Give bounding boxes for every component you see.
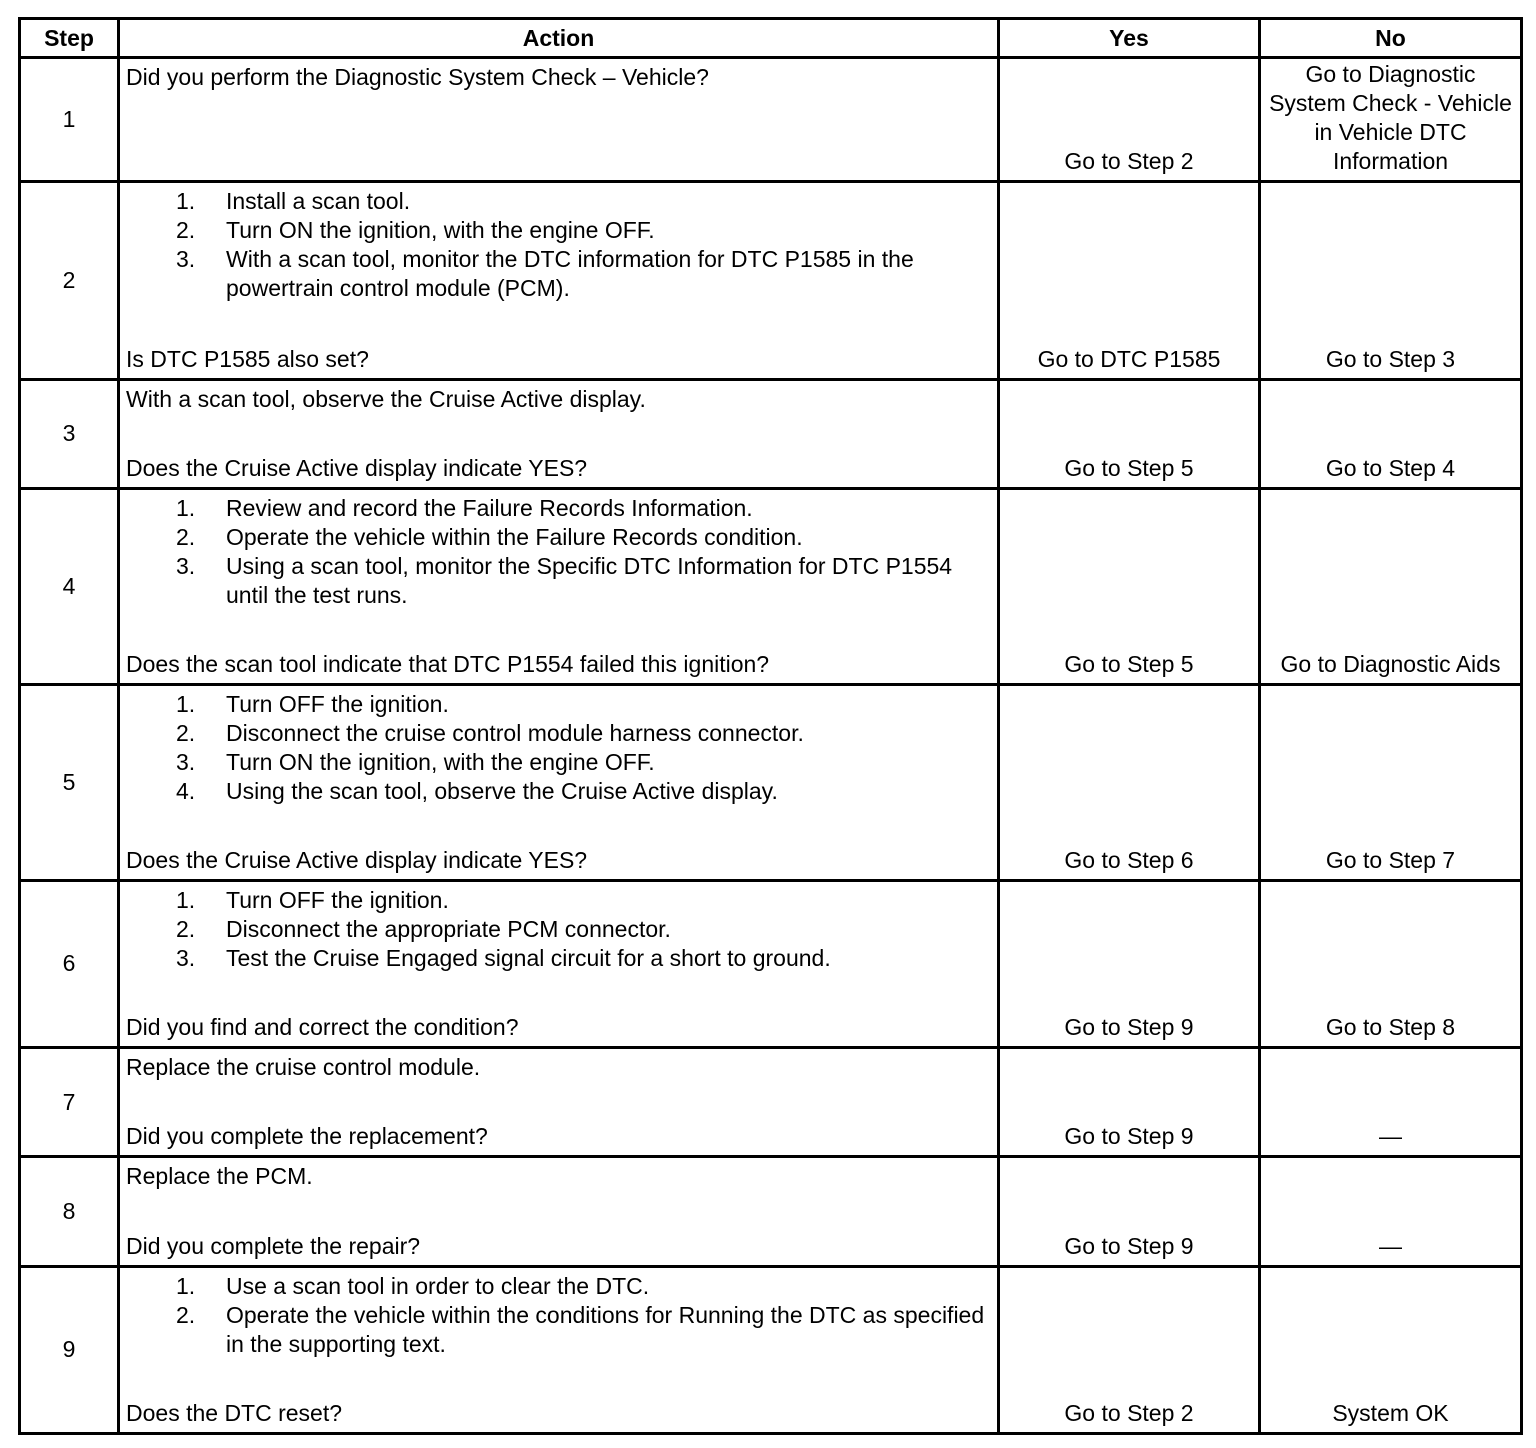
no-cell: Go to Diagnostic Aids: [1260, 488, 1522, 684]
step-number: 8: [20, 1157, 119, 1266]
table-row: [20, 685, 1522, 880]
list-item: 1. Use a scan tool in order to clear the DTC.: [176, 1272, 650, 1299]
action-question: Does the Cruise Active display indicate YES?: [126, 454, 588, 481]
header-action: Action: [119, 19, 999, 58]
yes-cell: Go to Step 5: [999, 379, 1260, 488]
action-cell: [119, 182, 999, 379]
action-intro: Replace the cruise control module.: [126, 1054, 481, 1081]
action-cell: [119, 1266, 999, 1433]
no-cell: Go to Step 7: [1260, 685, 1522, 880]
action-question: Does the DTC reset?: [126, 1400, 343, 1426]
action-steps: [126, 187, 991, 303]
table-row: [20, 58, 1522, 182]
step-number: 4: [20, 488, 119, 684]
action-cell: [119, 488, 999, 684]
table-row: [20, 488, 1522, 684]
yes-cell: Go to Step 2: [999, 58, 1260, 182]
yes-cell: Go to Step 2: [999, 1266, 1260, 1433]
action-question: Does the scan tool indicate that DTC P1554 failed this ignition?: [126, 651, 770, 678]
step-number: 6: [20, 880, 119, 1047]
table-row: [20, 1048, 1522, 1157]
action-steps: [126, 494, 991, 610]
table-row: [20, 880, 1522, 1047]
table-row: [20, 182, 1522, 379]
step-number: 1: [20, 58, 119, 182]
list-item: 2. Operate the vehicle within the conditions for Running the DTC as specified in the supporting text.: [176, 1301, 985, 1357]
action-question: Did you find and correct the condition?: [126, 1014, 519, 1041]
table-row: [20, 379, 1522, 488]
no-cell: Go to Diagnostic System Check - Vehicle in Vehicle DTC Information: [1260, 58, 1522, 182]
yes-cell: Go to Step 9: [999, 1157, 1260, 1266]
action-cell: [119, 880, 999, 1047]
action-intro: Replace the PCM.: [126, 1163, 313, 1190]
list-item: 1. Turn OFF the ignition.: [176, 886, 449, 913]
list-item: 2. Operate the vehicle within the Failure Records condition.: [176, 523, 803, 550]
step-number: 9: [20, 1266, 119, 1433]
list-item: 1. Turn OFF the ignition.: [176, 691, 449, 718]
yes-cell: Go to Step 6: [999, 685, 1260, 880]
yes-cell: Go to Step 5: [999, 488, 1260, 684]
list-item: 2. Turn ON the ignition, with the engine OFF.: [176, 217, 655, 244]
action-question: Did you perform the Diagnostic System Check – Vehicle?: [126, 64, 709, 90]
action-question: Is DTC P1585 also set?: [126, 345, 369, 372]
no-cell: Go to Step 8: [1260, 880, 1522, 1047]
no-cell: System OK: [1260, 1266, 1522, 1433]
yes-cell: Go to Step 9: [999, 880, 1260, 1047]
action-intro: With a scan tool, observe the Cruise Active display.: [126, 385, 646, 412]
action-cell: [119, 58, 999, 182]
diagnostic-table: [18, 17, 1523, 1435]
yes-cell: Go to Step 9: [999, 1048, 1260, 1157]
header-no: No: [1260, 19, 1522, 58]
no-cell: Go to Step 4: [1260, 379, 1522, 488]
header-yes: Yes: [999, 19, 1260, 58]
list-item: 2. Disconnect the cruise control module harness connector.: [176, 720, 804, 747]
yes-cell: Go to DTC P1585: [999, 182, 1260, 379]
action-steps: [126, 886, 991, 973]
action-cell: [119, 1157, 999, 1266]
step-number: 5: [20, 685, 119, 880]
action-steps: [126, 1272, 991, 1359]
action-question: Does the Cruise Active display indicate YES?: [126, 846, 588, 873]
list-item: 1. Review and record the Failure Records Information.: [176, 494, 753, 521]
step-number: 2: [20, 182, 119, 379]
step-number: 3: [20, 379, 119, 488]
no-cell: —: [1260, 1157, 1522, 1266]
action-question: Did you complete the replacement?: [126, 1123, 488, 1150]
list-item: 3. Using a scan tool, monitor the Specific DTC Information for DTC P1554 until the test runs.: [176, 552, 953, 608]
no-cell: —: [1260, 1048, 1522, 1157]
no-cell: Go to Step 3: [1260, 182, 1522, 379]
table-row: [20, 1157, 1522, 1266]
list-item: 3. Test the Cruise Engaged signal circuit for a short to ground.: [176, 944, 831, 971]
action-cell: [119, 685, 999, 880]
header-step: Step: [20, 19, 119, 58]
list-item: 3. Turn ON the ignition, with the engine OFF.: [176, 749, 655, 776]
step-number: 7: [20, 1048, 119, 1157]
action-cell: [119, 379, 999, 488]
table-row: [20, 1266, 1522, 1433]
action-cell: [119, 1048, 999, 1157]
action-question: Did you complete the repair?: [126, 1232, 421, 1259]
list-item: 1. Install a scan tool.: [176, 188, 411, 215]
list-item: 3. With a scan tool, monitor the DTC information for DTC P1585 in the powertrain control module (PCM).: [176, 246, 914, 302]
list-item: 2. Disconnect the appropriate PCM connector.: [176, 915, 671, 942]
list-item: 4. Using the scan tool, observe the Cruise Active display.: [176, 778, 778, 805]
header-row: [20, 19, 1522, 58]
action-steps: [126, 690, 991, 806]
